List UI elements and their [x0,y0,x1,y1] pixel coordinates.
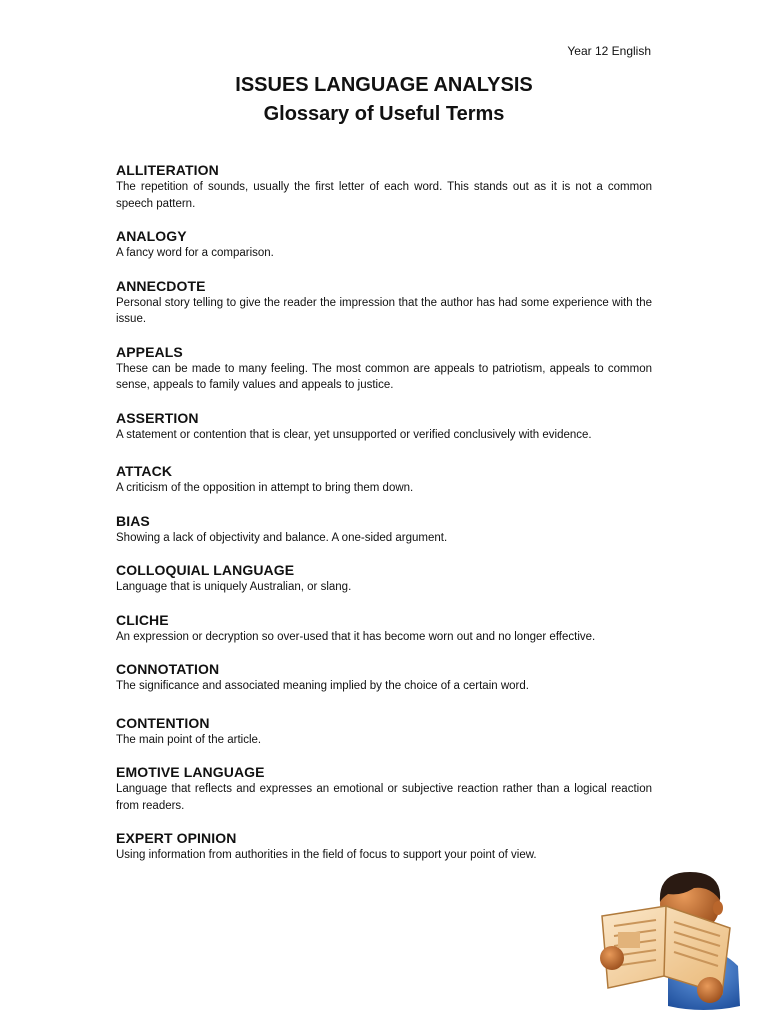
document-subtitle: Glossary of Useful Terms [263,103,505,125]
glossary-term: ALLITERATION [116,162,219,178]
document-title: ISSUES LANGUAGE ANALYSIS [235,74,533,96]
glossary-definition: The significance and associated meaning implied by the choice of a certain word. [116,680,529,692]
glossary-definition: The repetition of sounds, usually the first letter of each word. This stands out as it is not a common speech pattern. [116,181,652,210]
glossary-definition: An expression or decryption so over-used that it has become worn out and no longer effective. [116,630,596,643]
glossary-definition: The main point of the article. [116,733,262,746]
glossary-definition: Language that is uniquely Australian, or slang. [116,581,352,593]
glossary-entry [116,409,652,444]
glossary-term: CONTENTION [116,714,210,731]
glossary-definition: Personal story telling to give the reader the impression that the author has had some experience with the issue. [116,296,652,325]
glossary-entry [116,714,652,749]
newspaper-reader-icon [598,866,748,1016]
glossary-entry [116,763,652,814]
glossary-entry [116,161,652,212]
glossary-term: ANNECDOTE [116,277,206,294]
glossary-term: COLLOQUIAL LANGUAGE [116,562,295,578]
glossary-definition: Language that reflects and expresses an emotional or subjective reaction rather than a logical reaction from readers. [116,783,652,812]
glossary-definition: Showing a lack of objectivity and balance. A one-sided argument. [116,531,448,544]
glossary-term: CLICHE [116,611,169,628]
glossary-term: ASSERTION [116,409,199,426]
glossary-term: EXPERT OPINION [116,830,237,846]
glossary-term: CONNOTATION [116,661,220,677]
glossary-term: EMOTIVE LANGUAGE [116,764,265,780]
glossary-definition: These can be made to many feeling. The most common are appeals to patriotism, appeals to common sense, appeals to family values and appeals to justice. [116,362,652,391]
glossary-entry [116,512,652,547]
glossary-definition: A statement or contention that is clear, yet unsupported or verified conclusively with evidence. [116,428,592,441]
glossary-entry [116,829,652,864]
glossary-entry [116,561,652,596]
glossary-list [116,161,652,864]
glossary-entry [116,277,652,328]
glossary-term: APPEALS [116,343,183,360]
glossary-entry [116,660,652,695]
glossary-entry [116,227,652,262]
glossary-entry [116,611,652,646]
glossary-entry [116,343,652,394]
glossary-term: ANALOGY [116,228,187,244]
glossary-entry [116,462,652,497]
course-label: Year 12 English [567,44,651,58]
glossary-term: ATTACK [116,463,173,479]
glossary-definition: A fancy word for a comparison. [116,247,274,259]
glossary-definition: A criticism of the opposition in attempt to bring them down. [116,482,414,494]
glossary-definition: Using information from authorities in the field of focus to support your point of view. [116,849,537,861]
glossary-term: BIAS [116,512,150,529]
